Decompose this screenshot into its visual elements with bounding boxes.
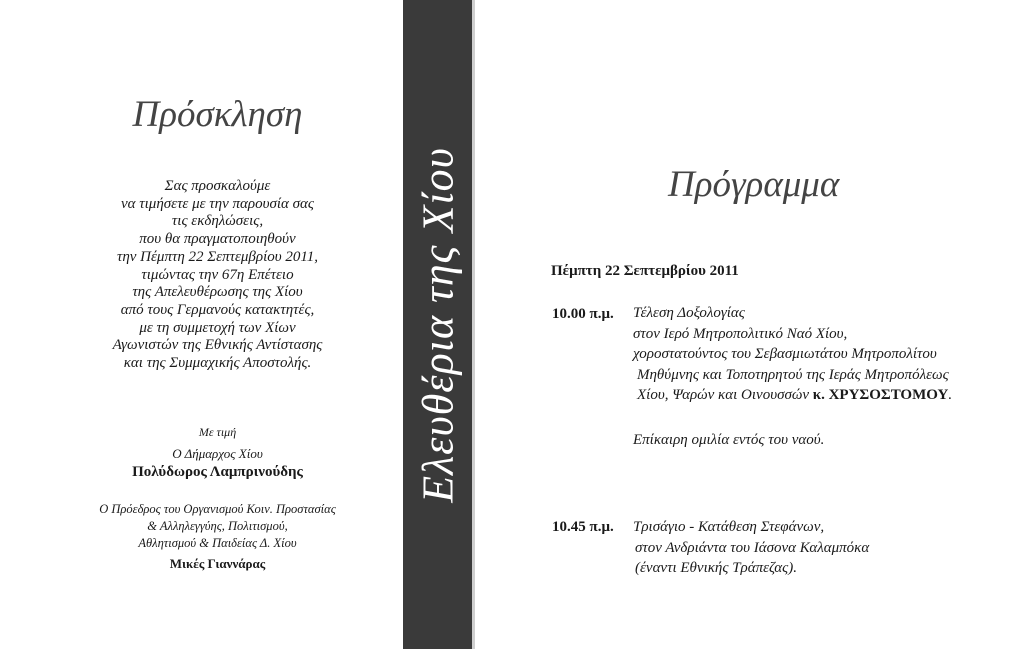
event-line: Τρισάγιο - Κατάθεση Στεφάνων, bbox=[633, 519, 825, 535]
metropolitan-name: κ. ΧΡΥΣΟΣΤΟΜΟΥ bbox=[812, 387, 949, 404]
invitation-text bbox=[0, 178, 435, 373]
event-line: (έναντι Εθνικής Τράπεζας). bbox=[635, 560, 797, 577]
president-name: Μικές Γιαννάρας bbox=[169, 556, 266, 571]
invitation-line: την Πέμπτη 22 Σεπτεμβρίου 2011, bbox=[116, 248, 319, 265]
invitation-line: της Απελευθέρωσης της Χίου bbox=[132, 284, 303, 301]
event-time: 10.45 π.μ. bbox=[552, 519, 614, 535]
invitation-line: τιμώντας την 67η Επέτειο bbox=[141, 266, 294, 283]
event-line: στον Ανδριάντα του Ιάσονα Καλαμπόκα bbox=[635, 539, 870, 556]
organization-line: Ο Πρόεδρος του Οργανισμού Κοιν. Προστασίας bbox=[99, 502, 336, 516]
regards-text: Με τιμή bbox=[198, 425, 237, 439]
invitation-title: Πρόσκληση bbox=[132, 94, 303, 135]
event-time: 10.00 π.μ. bbox=[552, 306, 614, 322]
event-line: Μηθύμνης και Τοποτηρητού της Ιεράς Μητροπόλεως bbox=[637, 366, 949, 383]
mayor-name: Πολύδωρος Λαμπρινούδης bbox=[132, 464, 303, 480]
organization-title bbox=[0, 501, 435, 552]
invitation-line: τις εκδηλώσεις, bbox=[171, 213, 264, 230]
invitation-line: με τη συμμετοχή των Χίων bbox=[139, 319, 296, 336]
event-line-with-name bbox=[633, 385, 952, 406]
program-date: Πέμπτη 22 Σεπτεμβρίου 2011 bbox=[551, 263, 739, 279]
invitation-panel bbox=[0, 0, 403, 649]
program-title: Πρόγραμμα bbox=[668, 164, 840, 205]
invitation-line: Αγωνιστών της Εθνικής Αντίστασης bbox=[112, 337, 323, 354]
invitation-line: από τους Γερμανούς κατακτητές, bbox=[120, 301, 315, 318]
line-end: . bbox=[948, 387, 953, 404]
event-speech: Επίκαιρη ομιλία εντός του ναού. bbox=[633, 432, 825, 448]
event-line: χοροστατούντος του Σεβασμιωτάτου Μητροπολίτου bbox=[633, 346, 937, 363]
event-description bbox=[633, 517, 869, 579]
invitation-line: Σας προσκαλούμε bbox=[164, 178, 271, 194]
mayor-title: Ο Δήμαρχος Χίου bbox=[172, 446, 263, 461]
invitation-line: και της Συμμαχικής Αποστολής. bbox=[123, 355, 312, 372]
event-line: Χίου, Ψαρών και Οινουσσών bbox=[637, 387, 813, 404]
invitation-line: να τιμήσετε με την παρουσία σας bbox=[120, 195, 315, 212]
organization-line: & Αλληλεγγύης, Πολιτισμού, bbox=[147, 519, 288, 533]
program-panel bbox=[478, 0, 1023, 649]
spine-title: Ελευθέρια της Χίου bbox=[413, 146, 462, 503]
event-description bbox=[633, 303, 952, 406]
event-line: στον Ιερό Μητροπολιτικό Ναό Χίου, bbox=[633, 325, 848, 342]
event-line: Τέλεση Δοξολογίας bbox=[633, 305, 745, 321]
invitation-line: που θα πραγματοποιηθούν bbox=[139, 231, 296, 248]
organization-line: Αθλητισμού & Παιδείας Δ. Χίου bbox=[138, 536, 297, 550]
spine-banner bbox=[403, 0, 475, 649]
